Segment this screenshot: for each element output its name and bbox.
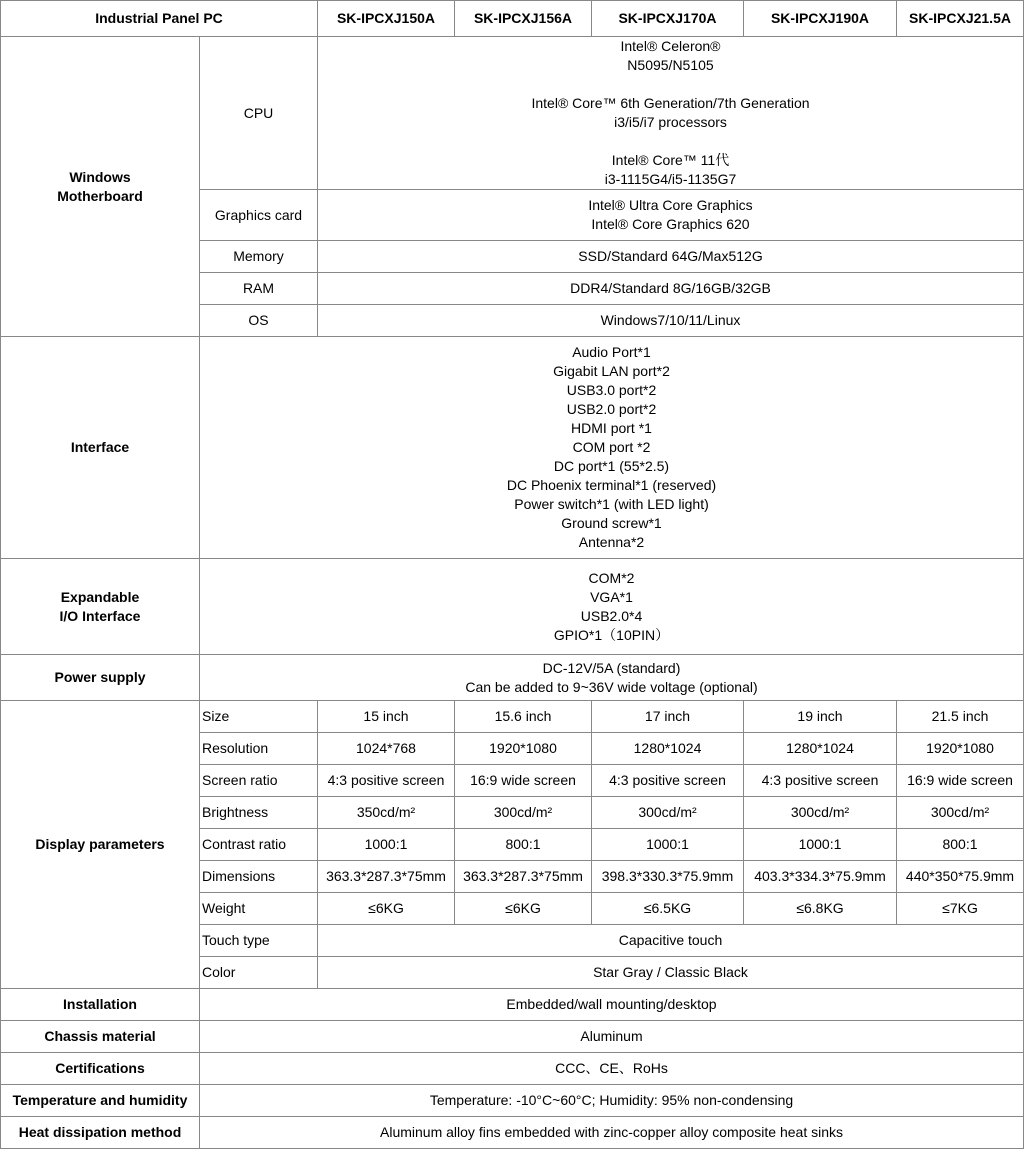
resolution-value: 1024*768 bbox=[318, 733, 455, 765]
resolution-label: Resolution bbox=[200, 733, 318, 765]
contrast-value: 1000:1 bbox=[318, 829, 455, 861]
motherboard-label-line: Motherboard bbox=[57, 187, 143, 204]
chassis-value: Aluminum bbox=[200, 1021, 1024, 1053]
color-label: Color bbox=[200, 957, 318, 989]
contrast-label: Contrast ratio bbox=[200, 829, 318, 861]
expandable-line: USB2.0*4 bbox=[580, 607, 643, 624]
cpu-line: i3-1115G4/i5-1135G7 bbox=[604, 171, 737, 187]
interface-value bbox=[200, 337, 1024, 559]
motherboard-section-label bbox=[1, 37, 200, 337]
ram-label: RAM bbox=[200, 273, 318, 305]
heat-row bbox=[1, 1117, 1024, 1149]
model-header: SK-IPCXJ21.5A bbox=[897, 1, 1024, 37]
ratio-value: 16:9 wide screen bbox=[897, 765, 1024, 797]
installation-value: Embedded/wall mounting/desktop bbox=[200, 989, 1024, 1021]
spacer bbox=[320, 75, 1021, 94]
interface-line: USB3.0 port*2 bbox=[566, 382, 657, 398]
certifications-label: Certifications bbox=[1, 1053, 200, 1085]
cpu-line: N5095/N5105 bbox=[627, 57, 714, 73]
brightness-value: 300cd/m² bbox=[455, 797, 592, 829]
interface-row bbox=[1, 337, 1024, 559]
interface-line: COM port *2 bbox=[572, 439, 651, 455]
cpu-line: Intel® Celeron® bbox=[620, 38, 721, 54]
display-section-label: Display parameters bbox=[1, 701, 200, 989]
cpu-line: Intel® Core™ 11代 bbox=[611, 152, 730, 168]
brightness-value: 350cd/m² bbox=[318, 797, 455, 829]
certifications-row bbox=[1, 1053, 1024, 1085]
expandable-line: VGA*1 bbox=[590, 588, 633, 605]
resolution-value: 1280*1024 bbox=[744, 733, 897, 765]
weight-value: ≤6KG bbox=[455, 893, 592, 925]
contrast-value: 800:1 bbox=[455, 829, 592, 861]
resolution-value: 1280*1024 bbox=[592, 733, 744, 765]
brightness-value: 300cd/m² bbox=[592, 797, 744, 829]
memory-label: Memory bbox=[200, 241, 318, 273]
memory-value: SSD/Standard 64G/Max512G bbox=[318, 241, 1024, 273]
temperature-label: Temperature and humidity bbox=[1, 1085, 200, 1117]
model-header: SK-IPCXJ170A bbox=[592, 1, 744, 37]
contrast-value: 1000:1 bbox=[744, 829, 897, 861]
display-size-row bbox=[1, 701, 1024, 733]
ratio-label: Screen ratio bbox=[200, 765, 318, 797]
size-label: Size bbox=[200, 701, 318, 733]
resolution-value: 1920*1080 bbox=[455, 733, 592, 765]
heat-value: Aluminum alloy fins embedded with zinc-copper alloy composite heat sinks bbox=[200, 1117, 1024, 1149]
power-line: Can be added to 9~36V wide voltage (optional) bbox=[465, 678, 758, 695]
dimensions-value: 440*350*75.9mm bbox=[897, 861, 1024, 893]
weight-value: ≤7KG bbox=[897, 893, 1024, 925]
contrast-value: 1000:1 bbox=[592, 829, 744, 861]
interface-line: Gigabit LAN port*2 bbox=[553, 363, 670, 379]
brightness-value: 300cd/m² bbox=[897, 797, 1024, 829]
brightness-value: 300cd/m² bbox=[744, 797, 897, 829]
temperature-value: Temperature: -10°C~60°C; Humidity: 95% non-condensing bbox=[200, 1085, 1024, 1117]
graphics-line: Intel® Ultra Core Graphics bbox=[588, 197, 753, 213]
power-label: Power supply bbox=[1, 655, 200, 701]
interface-line: Antenna*2 bbox=[578, 534, 645, 550]
interface-line: HDMI port *1 bbox=[571, 420, 652, 436]
os-label: OS bbox=[200, 305, 318, 337]
ram-value: DDR4/Standard 8G/16GB/32GB bbox=[318, 273, 1024, 305]
size-value: 15.6 inch bbox=[455, 701, 592, 733]
chassis-label: Chassis material bbox=[1, 1021, 200, 1053]
expandable-value bbox=[200, 559, 1024, 655]
interface-line: USB2.0 port*2 bbox=[566, 401, 657, 417]
color-value: Star Gray / Classic Black bbox=[318, 957, 1024, 989]
ratio-value: 4:3 positive screen bbox=[592, 765, 744, 797]
cpu-line: Intel® Core™ 6th Generation/7th Generation bbox=[531, 95, 810, 111]
size-value: 17 inch bbox=[592, 701, 744, 733]
cpu-label: CPU bbox=[200, 37, 318, 190]
dimensions-label: Dimensions bbox=[200, 861, 318, 893]
ratio-value: 4:3 positive screen bbox=[744, 765, 897, 797]
installation-label: Installation bbox=[1, 989, 200, 1021]
heat-label: Heat dissipation method bbox=[1, 1117, 200, 1149]
header-row bbox=[1, 1, 1024, 37]
model-header: SK-IPCXJ156A bbox=[455, 1, 592, 37]
expandable-line: COM*2 bbox=[588, 569, 635, 586]
table-title: Industrial Panel PC bbox=[1, 1, 318, 37]
weight-value: ≤6KG bbox=[318, 893, 455, 925]
power-line: DC-12V/5A (standard) bbox=[542, 659, 681, 676]
expandable-label-line: Expandable bbox=[60, 588, 140, 605]
model-header: SK-IPCXJ150A bbox=[318, 1, 455, 37]
interface-label: Interface bbox=[1, 337, 200, 559]
expandable-row bbox=[1, 559, 1024, 655]
certifications-value: CCC、CE、RoHs bbox=[200, 1053, 1024, 1085]
dimensions-value: 398.3*330.3*75.9mm bbox=[592, 861, 744, 893]
touch-label: Touch type bbox=[200, 925, 318, 957]
dimensions-value: 403.3*334.3*75.9mm bbox=[744, 861, 897, 893]
dimensions-value: 363.3*287.3*75mm bbox=[455, 861, 592, 893]
dimensions-value: 363.3*287.3*75mm bbox=[318, 861, 455, 893]
expandable-line: GPIO*1（10PIN） bbox=[553, 626, 670, 643]
ratio-value: 16:9 wide screen bbox=[455, 765, 592, 797]
model-header: SK-IPCXJ190A bbox=[744, 1, 897, 37]
chassis-row bbox=[1, 1021, 1024, 1053]
weight-value: ≤6.8KG bbox=[744, 893, 897, 925]
power-value bbox=[200, 655, 1024, 701]
interface-line: DC Phoenix terminal*1 (reserved) bbox=[506, 477, 717, 493]
expandable-label-line: I/O Interface bbox=[59, 607, 141, 624]
graphics-label: Graphics card bbox=[200, 190, 318, 241]
spacer bbox=[320, 132, 1021, 151]
weight-value: ≤6.5KG bbox=[592, 893, 744, 925]
graphics-line: Intel® Core Graphics 620 bbox=[591, 216, 750, 232]
interface-line: DC port*1 (55*2.5) bbox=[553, 458, 670, 474]
graphics-value bbox=[318, 190, 1024, 241]
resolution-value: 1920*1080 bbox=[897, 733, 1024, 765]
cpu-line: i3/i5/i7 processors bbox=[614, 114, 727, 130]
touch-value: Capacitive touch bbox=[318, 925, 1024, 957]
expandable-label bbox=[1, 559, 200, 655]
weight-label: Weight bbox=[200, 893, 318, 925]
size-value: 19 inch bbox=[744, 701, 897, 733]
os-value: Windows7/10/11/Linux bbox=[318, 305, 1024, 337]
size-value: 15 inch bbox=[318, 701, 455, 733]
brightness-label: Brightness bbox=[200, 797, 318, 829]
size-value: 21.5 inch bbox=[897, 701, 1024, 733]
cpu-value bbox=[318, 37, 1024, 190]
power-row bbox=[1, 655, 1024, 701]
installation-row bbox=[1, 989, 1024, 1021]
temperature-row bbox=[1, 1085, 1024, 1117]
interface-line: Audio Port*1 bbox=[572, 344, 651, 360]
interface-line: Power switch*1 (with LED light) bbox=[514, 496, 709, 512]
cpu-row bbox=[1, 37, 1024, 190]
contrast-value: 800:1 bbox=[897, 829, 1024, 861]
ratio-value: 4:3 positive screen bbox=[318, 765, 455, 797]
motherboard-label-line: Windows bbox=[69, 168, 131, 185]
interface-line: Ground screw*1 bbox=[561, 515, 662, 531]
